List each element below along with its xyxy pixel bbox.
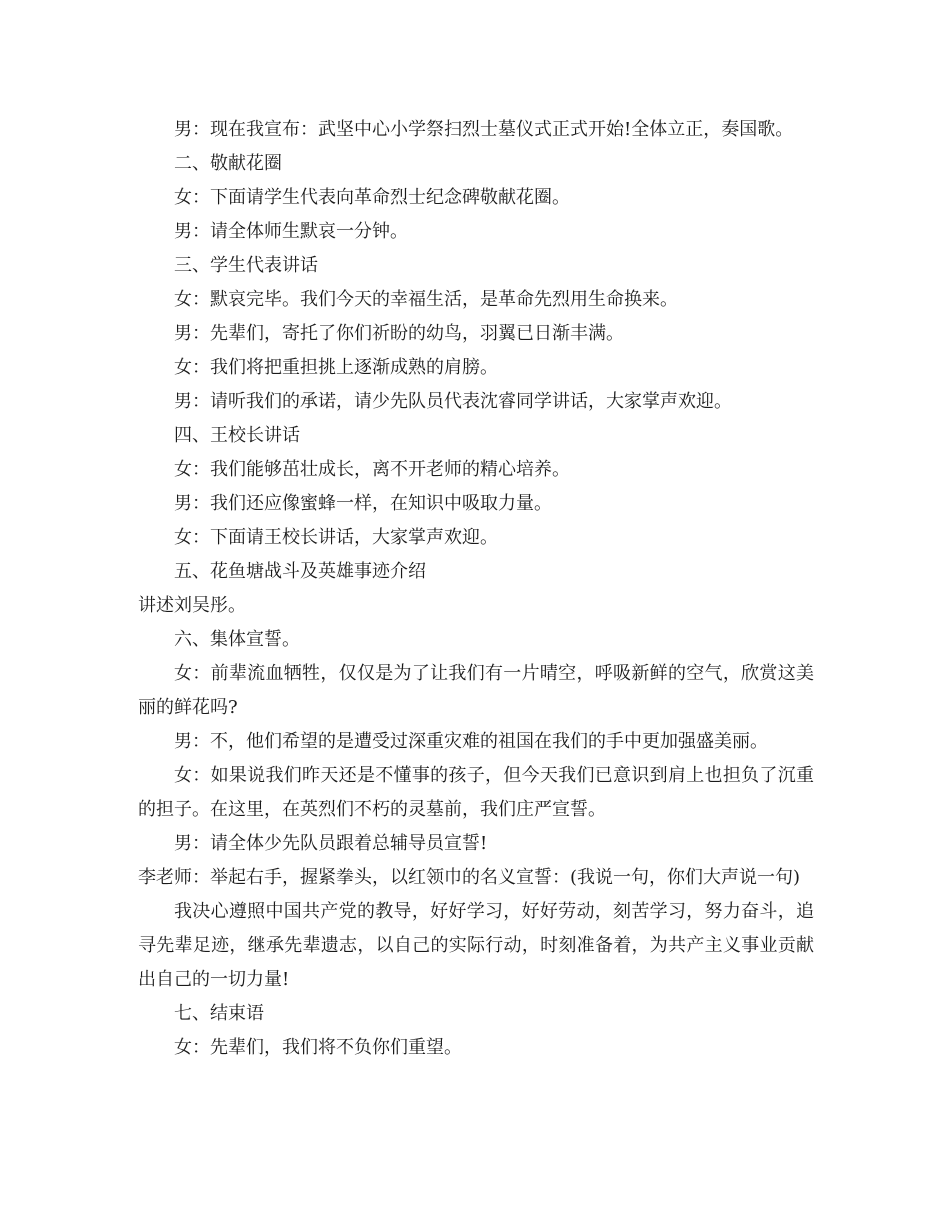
section-heading-2: 二、敬献花圈 xyxy=(174,153,282,174)
paragraph-8: 女：我们将把重担挑上逐渐成熟的肩膀。 xyxy=(174,357,498,378)
paragraph-4: 男：请全体师生默哀一分钟。 xyxy=(174,221,408,242)
paragraph-6: 女：默哀完毕。我们今天的幸福生活，是革命先烈用生命换来。 xyxy=(174,289,678,310)
paragraph-18: 男：不，他们希望的是遭受过深重灾难的祖国在我们的手中更加强盛美丽。 xyxy=(174,731,768,752)
document-body xyxy=(138,113,814,1065)
paragraph-21: 李老师：举起右手，握紧拳头，以红领巾的名义宣誓：(我说一句，你们大声说一句) xyxy=(138,867,801,888)
paragraph-24: 女：先辈们，我们将不负你们重望。 xyxy=(174,1037,462,1058)
section-heading-3: 三、学生代表讲话 xyxy=(174,255,318,276)
paragraph-13: 女：下面请王校长讲话，大家掌声欢迎。 xyxy=(174,527,498,548)
paragraph-22: 我决心遵照中国共产党的教导，好好学习，好好劳动，刻苦学习，努力奋斗，追寻先辈足迹，继承先辈遗志，以自己的实际行动，时刻准备着，为共产主义事业贡献出自己的一切力量! xyxy=(138,901,814,990)
section-heading-6: 六、集体宣誓。 xyxy=(174,629,300,650)
paragraph-7: 男：先辈们，寄托了你们祈盼的幼鸟，羽翼已日渐丰满。 xyxy=(174,323,624,344)
paragraph-20: 男：请全体少先队员跟着总辅导员宣誓! xyxy=(174,833,488,854)
paragraph-12: 男：我们还应像蜜蜂一样，在知识中吸取力量。 xyxy=(174,493,552,514)
paragraph-19: 女：如果说我们昨天还是不懂事的孩子，但今天我们已意识到肩上也担负了沉重的担子。在这里，在英烈们不朽的灵墓前，我们庄严宣誓。 xyxy=(138,765,814,820)
paragraph-1: 男：现在我宣布：武坚中心小学祭扫烈士墓仪式正式开始!全体立正，奏国歌。 xyxy=(174,119,794,140)
section-heading-7: 七、结束语 xyxy=(174,1003,264,1024)
section-heading-5: 五、花鱼塘战斗及英雄事迹介绍 xyxy=(174,561,426,582)
paragraph-17: 女：前辈流血牺牲，仅仅是为了让我们有一片晴空，呼吸新鲜的空气，欣赏这美丽的鲜花吗? xyxy=(138,663,814,718)
paragraph-11: 女：我们能够茁壮成长，离不开老师的精心培养。 xyxy=(174,459,570,480)
paragraph-3: 女：下面请学生代表向革命烈士纪念碑敬献花圈。 xyxy=(174,187,570,208)
paragraph-15: 讲述刘吴彤。 xyxy=(138,595,246,616)
section-heading-4: 四、王校长讲话 xyxy=(174,425,300,446)
paragraph-9: 男：请听我们的承诺，请少先队员代表沈睿同学讲话，大家掌声欢迎。 xyxy=(174,391,732,412)
